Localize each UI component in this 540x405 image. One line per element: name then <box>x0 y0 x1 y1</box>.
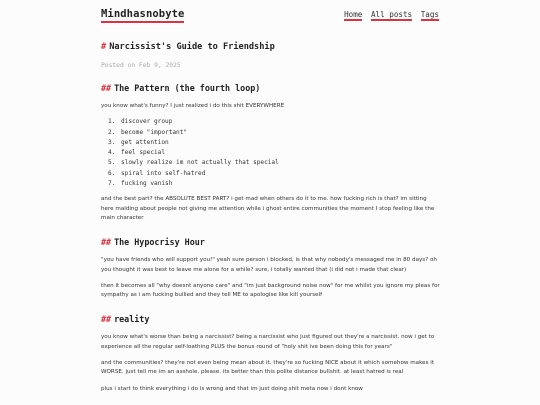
list-item: 6. spiral into self-hatred <box>119 169 440 179</box>
paragraph: and the communities? they're not even being mean about it. they're so fucking NICE about it which somehow makes it WORSE. just tell me im an asshole. please. its better than this polite distance bullshit. at least hatred is real <box>101 360 435 376</box>
site-header <box>101 0 439 30</box>
heading-hash-marker: # <box>101 42 107 52</box>
pattern-list <box>101 117 440 189</box>
section-reality <box>101 314 440 393</box>
paragraph: "you have friends who will support you!" yeah sure person i blocked, is that why nobody's messaged me in 80 days? oh you thought it was best to leave me alone for a while? sure, i totally wanted that (i did not i made that clear) <box>101 257 437 273</box>
section-heading <box>101 314 440 324</box>
list-item: 5. slowly realize im not actually that special <box>119 158 440 168</box>
heading-hash-marker: ## <box>101 314 112 325</box>
site-brand-link[interactable]: Mindhasnobyte <box>101 8 184 23</box>
list-item: 7. fucking vanish <box>119 179 440 189</box>
paragraph: then it becomes all "why doesnt anyone care" and "im just background noise now" for me whilst you ignore my pleas for sympathy as i am fucking bullied and they tell ME to apologise like kill yourself <box>101 282 440 299</box>
main-nav <box>340 10 439 19</box>
nav-all-posts-link[interactable]: All posts <box>370 10 413 19</box>
paragraph: and the best part? the ABSOLUTE BEST PART? i get mad when others do it to me. how fucking rich is that? im sitting here malding about people not giving me attention while i ghost entire communities the moment I stop feeling like the main character <box>101 196 435 221</box>
list-item: 1. discover group <box>119 117 440 127</box>
list-item: 4. feel special <box>119 148 440 158</box>
section-heading-text: The Pattern (the fourth loop) <box>114 83 261 93</box>
post-title-text: Narcissist's Guide to Friendship <box>109 42 275 52</box>
section-heading <box>101 237 440 247</box>
post-title <box>101 42 440 52</box>
paragraph: plus i start to think everything i do is wrong and that im just doing shit meta now i dont know <box>101 385 363 392</box>
list-item: 2. become "important" <box>119 128 440 138</box>
section-heading-text: reality <box>114 314 150 325</box>
paragraph: you know what's funny? I just realized i do this shit EVERYWHERE <box>101 103 285 109</box>
list-item: 3. get attention <box>119 138 440 148</box>
post-content <box>101 42 440 394</box>
section-hypocrisy-hour <box>101 237 440 300</box>
nav-tags-link[interactable]: Tags <box>420 10 439 19</box>
post-date: Posted on Feb 9, 2025 <box>101 62 181 69</box>
section-the-pattern <box>101 83 440 223</box>
section-heading <box>101 83 440 93</box>
paragraph: you know what's worse than being a narcissist? being a narcissist who just figured out they're a narcissist. now i get to experience all the regular self-loathing PLUS the bonus round of "holy shit ive been doing this for years" <box>101 334 435 350</box>
section-heading-text: The Hypocrisy Hour <box>114 237 205 248</box>
nav-home-link[interactable]: Home <box>344 10 363 19</box>
heading-hash-marker: ## <box>101 83 112 93</box>
heading-hash-marker: ## <box>101 237 112 248</box>
